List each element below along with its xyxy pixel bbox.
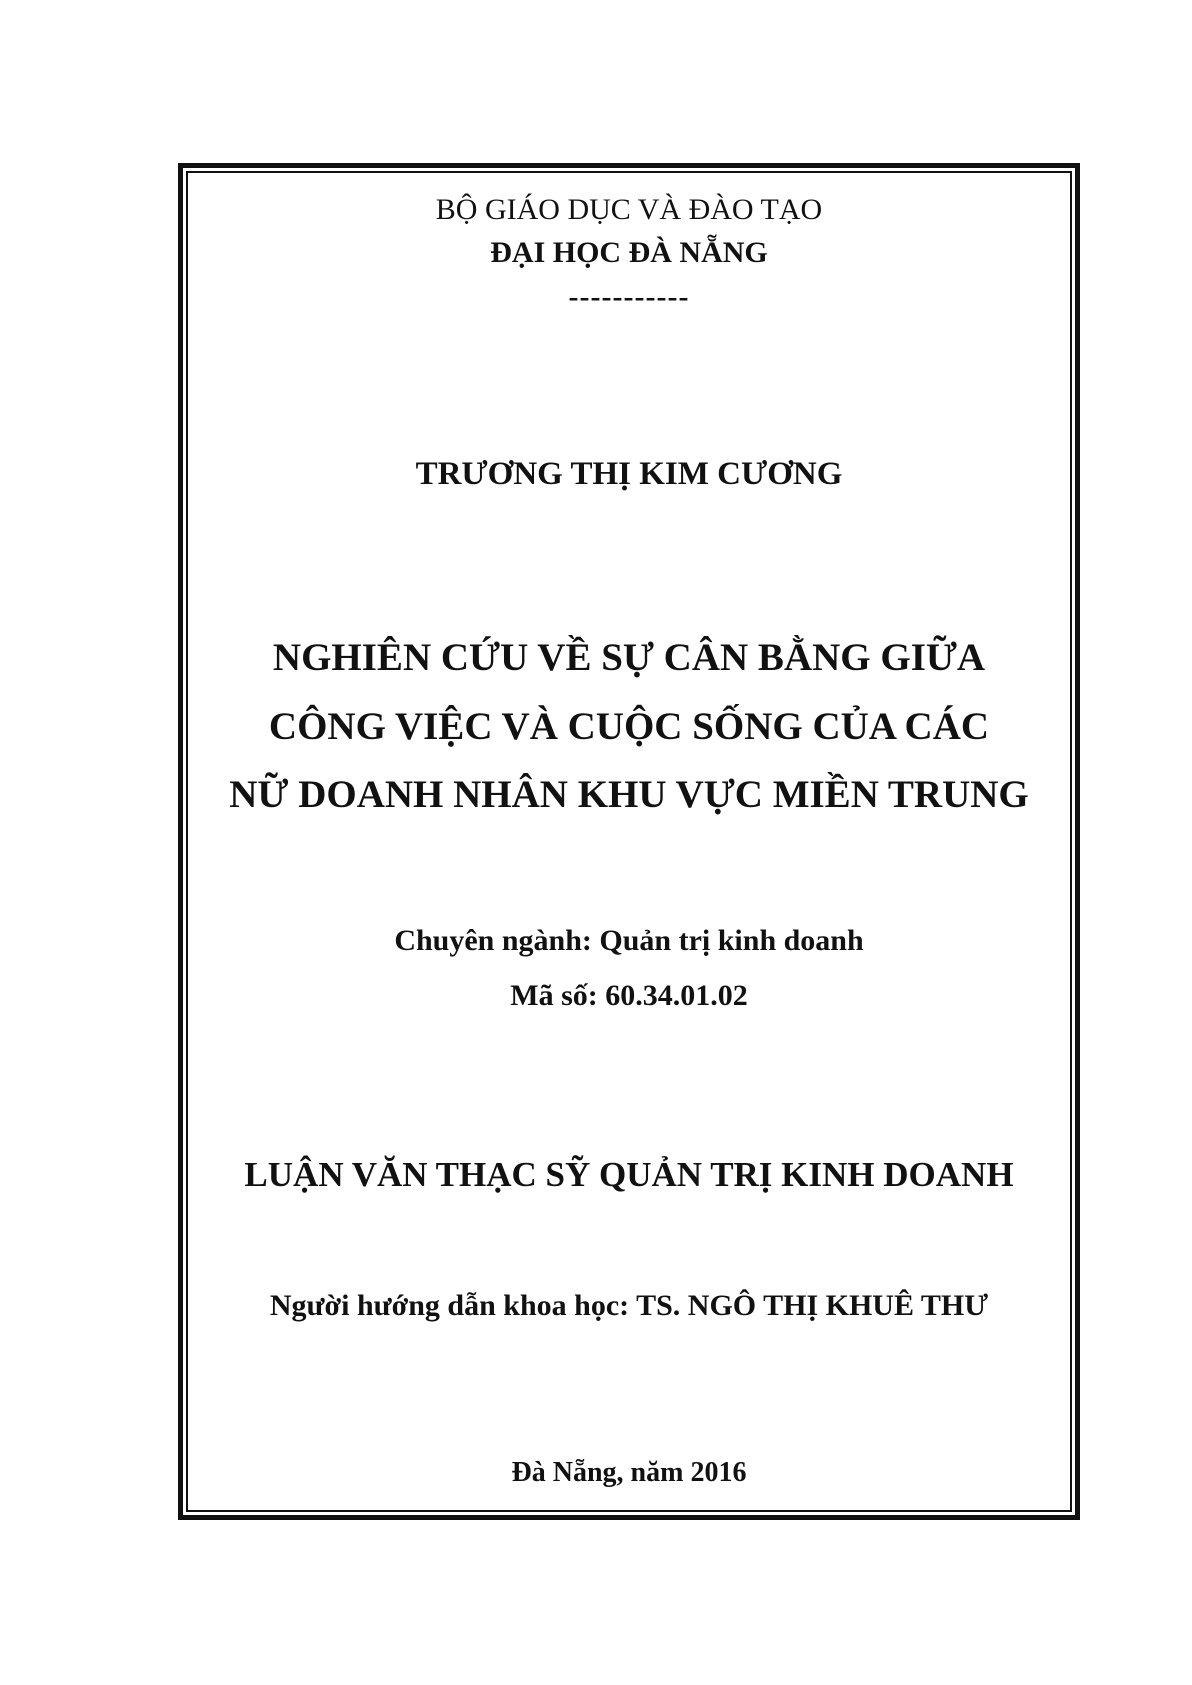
- header-divider: -----------: [568, 280, 690, 313]
- author-name: TRƯƠNG THỊ KIM CƯƠNG: [415, 456, 843, 492]
- advisor-line: Người hướng dẫn khoa học: TS. NGÔ THỊ KHUÊ THƯ: [269, 1289, 989, 1322]
- degree-type: LUẬN VĂN THẠC SỸ QUẢN TRỊ KINH DOANH: [244, 1155, 1014, 1194]
- ministry-name: BỘ GIÁO DỤC VÀ ĐÀO TẠO: [435, 193, 823, 226]
- university-name: ĐẠI HỌC ĐÀ NẴNG: [490, 236, 768, 269]
- thesis-title-line-1: NGHIÊN CỨU VỀ SỰ CÂN BẰNG GIỮA: [272, 636, 986, 679]
- program-code: Mã số: 60.34.01.02: [510, 979, 748, 1012]
- major-label: Chuyên ngành: Quản trị kinh doanh: [394, 924, 864, 957]
- thesis-title-line-3: NỮ DOANH NHÂN KHU VỰC MIỀN TRUNG: [229, 773, 1029, 816]
- thesis-title-line-2: CÔNG VIỆC VÀ CUỘC SỐNG CỦA CÁC: [268, 705, 990, 748]
- place-and-year: Đà Nẵng, năm 2016: [511, 1457, 747, 1488]
